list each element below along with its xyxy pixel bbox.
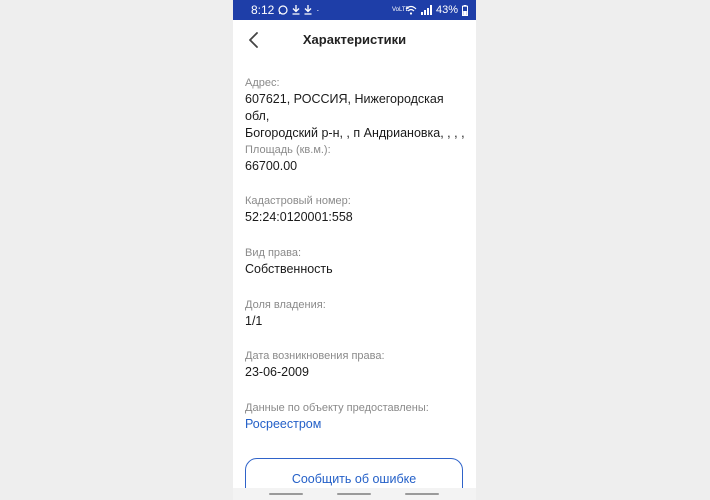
nav-home-button[interactable] [337,493,371,495]
download-icon [292,5,300,15]
app-header [233,20,476,62]
field-label: Адрес: [245,77,280,89]
field-data-provider [245,401,470,433]
status-bar [233,0,476,20]
field-right-date [245,349,470,381]
download-icon [304,5,312,15]
field-label: Данные по объекту предоставлены: [245,402,429,414]
wifi-icon [405,5,417,15]
lte-icon: VoLTE [391,7,410,13]
address-line-2: Богородский р-н, , п Андриановка, , , , [245,126,465,140]
field-right-type [245,246,470,278]
battery-icon [462,5,468,16]
whatsapp-icon [278,5,288,15]
battery-percent: 43% [435,4,458,16]
field-label: Вид права: [245,247,302,259]
field-area [245,143,470,175]
field-label: Кадастровый номер: [245,195,351,207]
nav-recents-button[interactable] [269,493,303,495]
provider-link[interactable]: Росреестром [245,417,322,431]
field-label: Дата возникновения права: [245,350,385,362]
field-label: Площадь (кв.м.): [245,144,331,156]
system-nav-bar [233,488,476,500]
field-cadastral-number [245,194,470,226]
dot-icon: · [316,5,320,15]
report-error-button[interactable]: Сообщить об ошибке [245,458,463,500]
field-label: Доля владения: [245,299,326,311]
field-value: 52:24:0120001:558 [245,210,353,224]
field-value: 1/1 [245,314,263,328]
page-title: Характеристики [302,32,407,47]
field-address [245,76,470,142]
nav-back-button[interactable] [405,493,439,495]
field-value: 23-06-2009 [245,365,309,379]
field-value: 66700.00 [245,159,298,173]
field-ownership-share [245,298,470,330]
address-line-1: 607621, РОССИЯ, Нижегородская обл, [245,92,444,123]
field-value [245,91,470,142]
phone-screen [233,0,476,500]
status-time: 8:12 [251,3,275,17]
signal-icon [421,5,432,15]
field-value: Собственность [245,262,333,276]
